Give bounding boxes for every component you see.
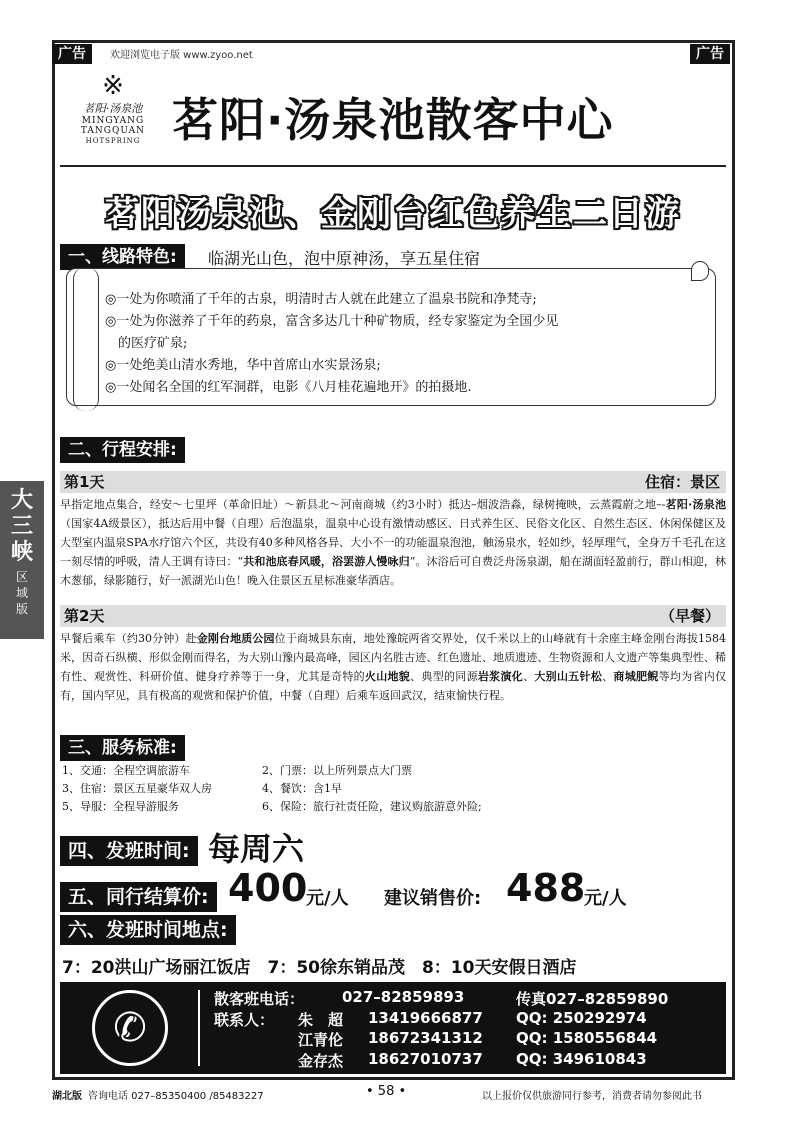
contact-phone: 18627010737	[368, 1050, 483, 1068]
scroll-curl-icon	[691, 261, 709, 281]
page-number: • 58 •	[366, 1084, 407, 1099]
contact-qq: QQ: 1580556844	[516, 1029, 658, 1047]
day2-meal: （早餐）	[659, 607, 720, 625]
logo-en-1: MINGYANG	[81, 116, 145, 126]
settlement-price: 400	[228, 866, 308, 910]
day1-bar	[60, 471, 726, 493]
footer-note: 以上报价仅供旅游同行参考，消费者请勿参阅此书	[482, 1091, 702, 1102]
feature-item: ◎一处闻名全国的红军洞群，电影《八月桂花遍地开》的拍摄地.	[105, 380, 472, 395]
section-itinerary-heading: 二、行程安排:	[60, 437, 185, 463]
hotline-label: 散客班电话：	[214, 990, 305, 1008]
contact-name: 江青伦	[298, 1031, 344, 1049]
feature-item: ◎一处为你滋养了千年的药泉，富含多达几十种矿物质，经专家鉴定为全国少见	[105, 314, 559, 329]
day2-description: 早餐后乘车（约30分钟）赴金刚台地质公园位于商城县东南，地处豫皖两省交界处，仅千米以上的山峰就有十余座主峰金刚台海拔1584米，因奇石纵横、形似金刚而得名，为大别山豫内最高峰，园区内名胜古迹、红色遗址、地质遗迹、生物资源和人文遗产等集典型性、稀有性、观赏性、科研价值、健身疗养等于一身，尤其是奇特的火山地貌、典型的同源岩浆演化、大别山五针松、商城肥鲵等均为省内仅有，国内罕见，具有极高的观赏和保护价值，中餐（自理）后乘车返回武汉，结束愉快行程。	[60, 632, 727, 702]
contact-phone: 13419666877	[368, 1009, 483, 1027]
logo-en-3: HOTSPRING	[85, 137, 141, 145]
ad-tag-left: 广告	[52, 44, 92, 64]
sub-title: 茗阳汤泉池、金刚台红色养生二日游	[105, 194, 681, 234]
contact-name: 朱 超	[298, 1011, 344, 1029]
service-item: 2、门票：以上所列景点大门票	[262, 764, 412, 777]
logo-cn: 茗阳·汤泉池	[83, 102, 143, 115]
day1-label: 第1天	[64, 473, 105, 491]
highlight-poem: 共和池底春风暖，浴罢游人慢咏归	[243, 555, 410, 568]
feature-item: ◎一处绝美山清水秀地，华中首席山水实景汤泉;	[105, 358, 381, 373]
brand-logo	[68, 72, 158, 162]
fax-number: 传真027–82859890	[516, 990, 669, 1008]
departure-day: 每周六	[208, 830, 305, 868]
day2-bar	[60, 605, 726, 627]
suggested-unit: 元/人	[584, 888, 627, 909]
phone-icon: ✆	[92, 990, 168, 1066]
service-item: 4、餐饮：含1早	[262, 782, 342, 795]
feature-item: 的医疗矿泉;	[105, 336, 188, 351]
contact-box	[60, 982, 726, 1074]
day1-lodging: 住宿：景区	[644, 473, 720, 491]
suggested-price: 488	[506, 866, 586, 910]
title-divider	[60, 165, 726, 167]
section-route-features-heading: 一、线路特色:	[60, 244, 185, 270]
contact-qq: QQ: 349610843	[516, 1050, 647, 1068]
footer-consult: 咨询电话 027–85350400 /85483227	[88, 1091, 264, 1102]
ad-tag-right: 广告	[690, 44, 730, 64]
service-item: 1、交通：全程空调旅游车	[62, 764, 190, 777]
contact-phone: 18672341312	[368, 1029, 483, 1047]
lotus-icon: ※	[102, 71, 124, 101]
scroll-curl-icon	[73, 267, 99, 411]
contact-name: 金存杰	[298, 1052, 344, 1070]
suggested-price-label: 建议销售价:	[384, 888, 482, 909]
service-item: 5、导服：全程导游服务	[62, 800, 179, 813]
departure-locations: 7：20洪山广场丽江饭店 7：50徐东销品茂 8：10天安假日酒店	[62, 958, 577, 978]
route-features-summary: 临湖光山色，泡中原神汤，享五星住宿	[208, 249, 481, 268]
side-tab-subtitle: 区域版	[15, 570, 28, 616]
features-scroll	[66, 268, 716, 406]
service-item: 6、保险：旅行社责任险，建议购旅游意外险;	[262, 800, 482, 813]
day2-label: 第2天	[64, 607, 105, 625]
region-side-tab	[0, 481, 44, 639]
section-service-heading: 三、服务标准:	[60, 735, 185, 761]
section-settlement-price-heading: 五、同行结算价:	[60, 882, 217, 912]
contact-person-label: 联系人：	[214, 1011, 275, 1029]
footer-edition: 湖北版	[52, 1091, 82, 1102]
section-departure-time-heading: 四、发班时间:	[60, 836, 198, 866]
settlement-unit: 元/人	[306, 888, 349, 909]
main-title: 茗阳·汤泉池散客中心	[172, 93, 614, 147]
side-tab-title: 大三峡	[10, 487, 33, 565]
welcome-text: 欢迎浏览电子版 www.zyoo.net	[110, 50, 253, 61]
day1-description: 早指定地点集合，经安～七里坪（革命旧址）～新县北～河南商城（约3小时）抵达–烟波浩淼，绿树掩映，云蒸霞蔚之地–-茗阳·汤泉池（国家4A级景区），抵达后用中餐（自理）后泡温泉，温泉中心设有激情动感区、日式养生区、民俗文化区、自然生态区、休闲保健区及大型室内温泉SPA水疗馆六个区，共设有40多种风格各异、大小不一的功能温泉泡池，触汤泉水，轻如纱，轻厚理气，全身万千毛孔在这一刻尽情的呼吸，清人王调有诗曰：“共和池底春风暖，浴罢游人慢咏归”。沐浴后可自费泛舟汤泉湖，船在湖面轻盈前行，群山相迎，林木葱郁，绿影随行，好一派湖光山色！晚入住景区五星标准豪华酒店。	[60, 498, 727, 587]
hotline-number: 027–82859893	[342, 988, 465, 1006]
contact-qq: QQ: 250292974	[516, 1009, 647, 1027]
contact-divider	[198, 990, 200, 1066]
feature-item: ◎一处为你喷涌了千年的古泉，明清时古人就在此建立了温泉书院和净梵寺;	[105, 292, 537, 307]
highlight-mingyang: 茗阳·汤泉池	[665, 498, 726, 511]
service-item: 3、住宿：景区五星豪华双人房	[62, 782, 212, 795]
section-departure-location-heading: 六、发班时间地点:	[60, 915, 236, 945]
logo-en-2: TANGQUAN	[80, 126, 146, 136]
